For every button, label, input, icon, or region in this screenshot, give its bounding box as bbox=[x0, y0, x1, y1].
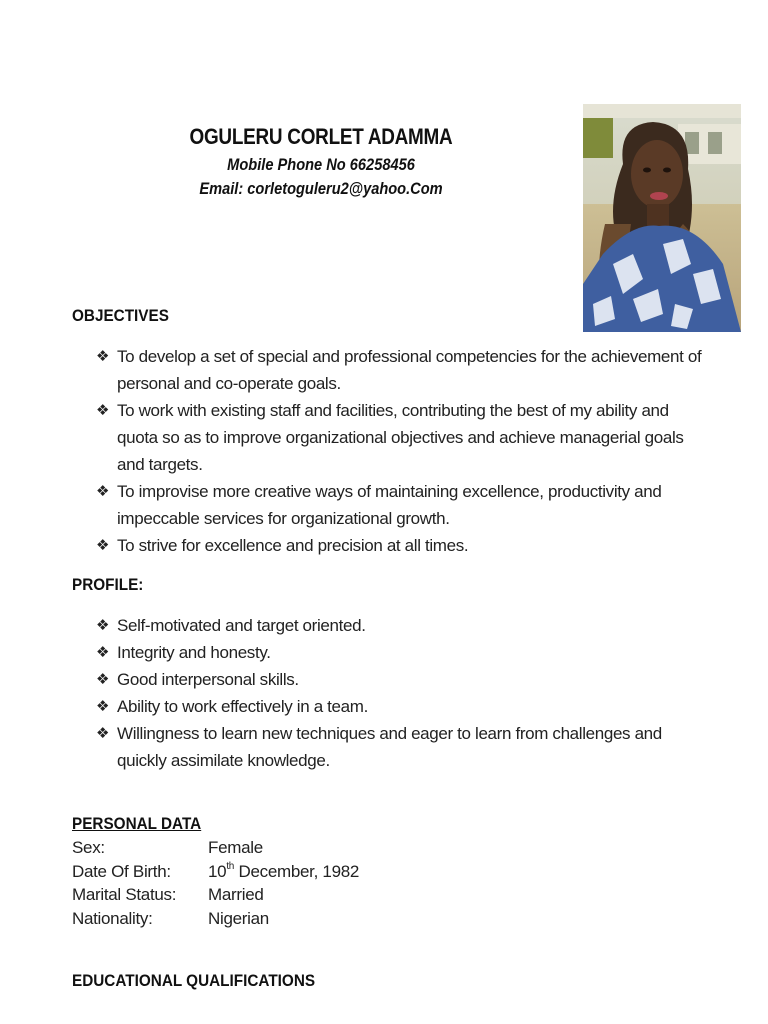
list-item: ❖ Integrity and honesty. bbox=[96, 639, 706, 666]
sex-label: Sex: bbox=[72, 838, 105, 857]
email-address: Email: corletoguleru2@yahoo.Com bbox=[199, 179, 443, 198]
diamond-bullet-icon: ❖ bbox=[96, 617, 110, 634]
list-item: ❖ Good interpersonal skills. bbox=[96, 666, 706, 693]
diamond-bullet-icon: ❖ bbox=[96, 644, 110, 661]
personal-data-table bbox=[72, 836, 359, 930]
dob-value: 10th December, 1982 bbox=[208, 860, 360, 881]
resume-header bbox=[150, 124, 492, 201]
sex-value: Female bbox=[208, 838, 263, 857]
table-row bbox=[72, 883, 359, 907]
candidate-name: OGULERU CORLET ADAMMA bbox=[189, 124, 453, 149]
diamond-bullet-icon: ❖ bbox=[96, 483, 110, 500]
diamond-bullet-icon: ❖ bbox=[96, 537, 110, 554]
diamond-bullet-icon: ❖ bbox=[96, 671, 110, 688]
candidate-photo bbox=[583, 104, 741, 332]
list-item: ❖ To work with existing staff and facilities, contributing the best of my ability and quota so as to improve organizational objectives and achieve managerial goals and targets. bbox=[96, 397, 706, 478]
marital-status-value: Married bbox=[208, 885, 264, 904]
table-row bbox=[72, 836, 359, 860]
mobile-phone: Mobile Phone No 66258456 bbox=[227, 155, 415, 174]
list-item: ❖ To strive for excellence and precision at all times. bbox=[96, 532, 706, 559]
list-item: ❖ Ability to work effectively in a team. bbox=[96, 693, 706, 720]
diamond-bullet-icon: ❖ bbox=[96, 698, 110, 715]
education-heading: EDUCATIONAL QUALIFICATIONS bbox=[72, 971, 316, 990]
dob-label: Date Of Birth: bbox=[72, 861, 171, 881]
table-row bbox=[72, 907, 359, 931]
profile-list bbox=[96, 612, 706, 774]
list-item: ❖ Self-motivated and target oriented. bbox=[96, 612, 706, 639]
list-item: ❖ Willingness to learn new techniques and eager to learn from challenges and quickly assimilate knowledge. bbox=[96, 720, 706, 774]
personal-data-heading: PERSONAL DATA bbox=[72, 814, 202, 833]
table-row bbox=[72, 860, 359, 884]
list-item: ❖ To develop a set of special and professional competencies for the achievement of personal and co-operate goals. bbox=[96, 343, 706, 397]
diamond-bullet-icon: ❖ bbox=[96, 348, 110, 365]
list-item: ❖ To improvise more creative ways of maintaining excellence, productivity and impeccable services for organizational growth. bbox=[96, 478, 706, 532]
nationality-value: Nigerian bbox=[208, 908, 269, 928]
profile-heading: PROFILE: bbox=[72, 575, 144, 594]
diamond-bullet-icon: ❖ bbox=[96, 725, 110, 742]
marital-status-label: Marital Status: bbox=[72, 885, 177, 904]
diamond-bullet-icon: ❖ bbox=[96, 402, 110, 419]
objectives-list bbox=[96, 343, 706, 559]
objectives-heading: OBJECTIVES bbox=[72, 306, 169, 325]
portrait-image bbox=[583, 104, 741, 332]
nationality-label: Nationality: bbox=[72, 908, 153, 928]
